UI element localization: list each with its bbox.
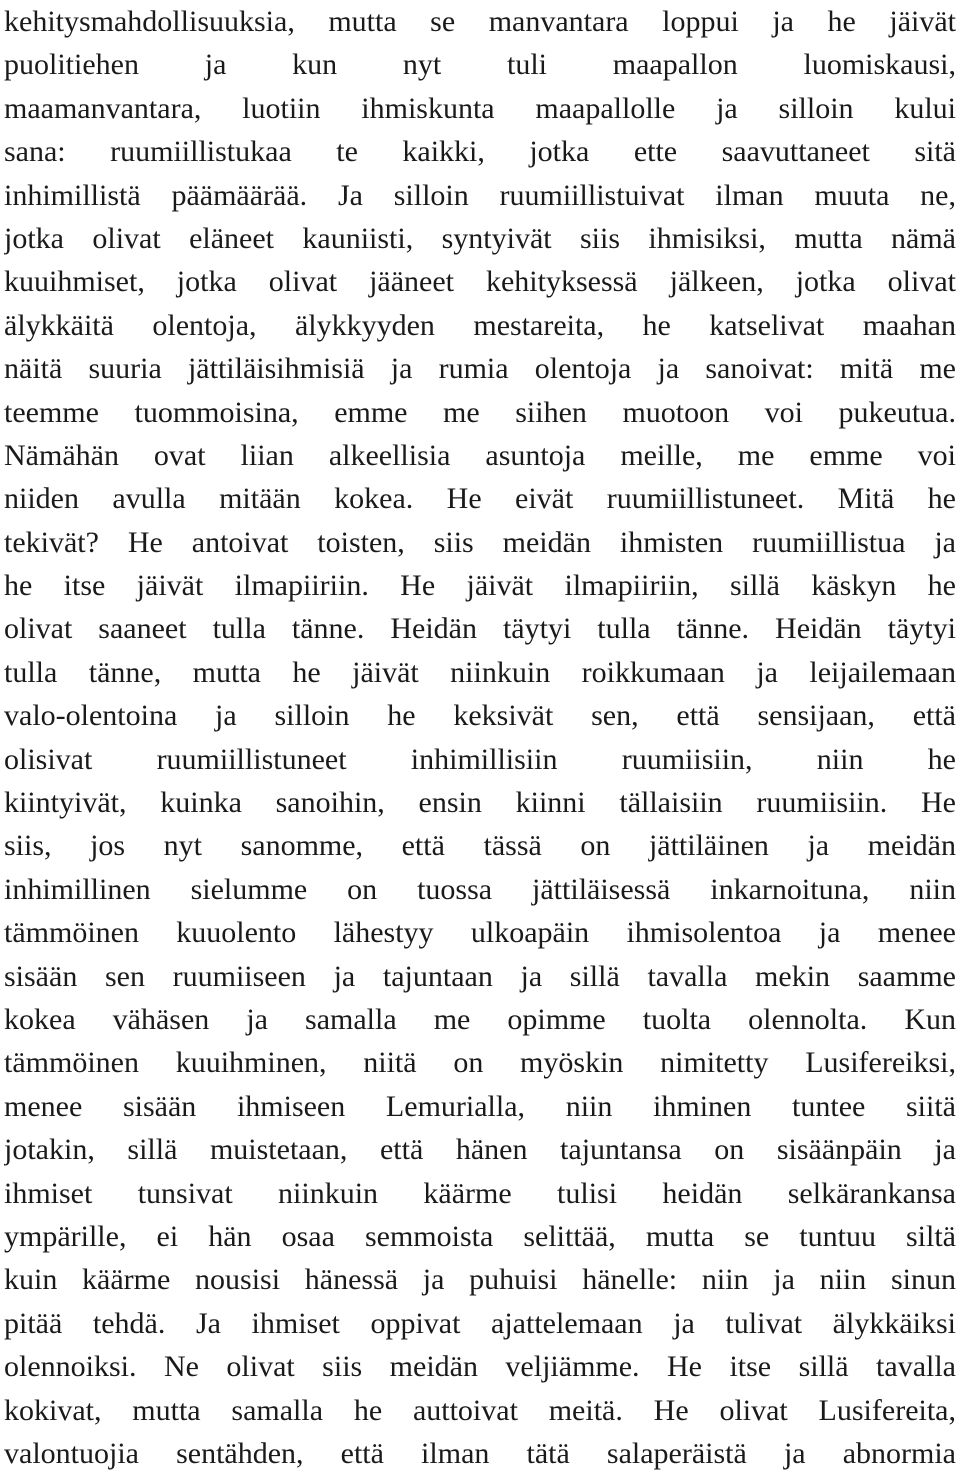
text-line: tämmöinen kuuihminen, niitä on myöskin nimitetty Lusifereiksi, <box>4 1046 956 1080</box>
text-line: sisään sen ruumiiseen ja tajuntaan ja sillä tavalla mekin saamme <box>4 959 956 993</box>
text-line: olivat saaneet tulla tänne. Heidän täytyi tulla tänne. Heidän täytyi <box>4 612 956 646</box>
document-page <box>4 0 956 1475</box>
text-line: tulla tänne, mutta he jäivät niinkuin roikkumaan ja leijailemaan <box>4 655 956 689</box>
text-line: inhimillistä päämäärää. Ja silloin ruumiillistuivat ilman muuta ne, <box>4 178 956 212</box>
text-line: kiintyivät, kuinka sanoihin, ensin kiinni tällaisiin ruumiisiin. He <box>4 786 956 820</box>
text-line: olisivat ruumiillistuneet inhimillisiin ruumiisiin, niin he <box>4 742 956 776</box>
text-line: näitä suuria jättiläisihmisiä ja rumia olentoja ja sanoivat: mitä me <box>4 352 956 386</box>
text-line: valontuojia sentähden, että ilman tätä salaperäistä ja abnormia <box>4 1436 956 1470</box>
text-line: älykkäitä olentoja, älykkyyden mestareita, he katselivat maahan <box>4 308 956 342</box>
text-line: jotka olivat eläneet kauniisti, syntyivät siis ihmisiksi, mutta nämä <box>4 221 956 255</box>
text-line: sana: ruumiillistukaa te kaikki, jotka ette saavuttaneet sitä <box>4 135 956 169</box>
text-line: maamanvantara, luotiin ihmiskunta maapallolle ja silloin kului <box>4 91 956 125</box>
text-line: menee sisään ihmiseen Lemurialla, niin ihminen tuntee siitä <box>4 1089 956 1123</box>
text-line: pitää tehdä. Ja ihmiset oppivat ajattelemaan ja tulivat älykkäiksi <box>4 1306 956 1340</box>
text-line: niiden avulla mitään kokea. He eivät ruumiillistuneet. Mitä he <box>4 482 956 516</box>
text-line: kokivat, mutta samalla he auttoivat meitä. He olivat Lusifereita, <box>4 1393 956 1427</box>
text-line: puolitiehen ja kun nyt tuli maapallon luomiskausi, <box>4 48 956 82</box>
text-line: he itse jäivät ilmapiiriin. He jäivät ilmapiiriin, sillä käskyn he <box>4 569 956 603</box>
text-line: olennoiksi. Ne olivat siis meidän veljiämme. He itse sillä tavalla <box>4 1350 956 1384</box>
text-line: valo-olentoina ja silloin he keksivät sen, että sensijaan, että <box>4 699 956 733</box>
text-line: inhimillinen sielumme on tuossa jättiläisessä inkarnoituna, niin <box>4 872 956 906</box>
text-line: kuuihmiset, jotka olivat jääneet kehityksessä jälkeen, jotka olivat <box>4 265 956 299</box>
text-line: ihmiset tunsivat niinkuin käärme tulisi heidän selkärankansa <box>4 1176 956 1210</box>
text-line: jotakin, sillä muistetaan, että hänen tajuntansa on sisäänpäin ja <box>4 1133 956 1167</box>
text-line: kehitysmahdollisuuksia, mutta se manvantara loppui ja he jäivät <box>4 5 956 38</box>
body-paragraph <box>4 0 956 1475</box>
text-line: tämmöinen kuuolento lähestyy ulkoapäin ihmisolentoa ja menee <box>4 916 956 950</box>
text-line: Nämähän ovat liian alkeellisia asuntoja meille, me emme voi <box>4 438 956 472</box>
text-line: kokea vähäsen ja samalla me opimme tuolta olennolta. Kun <box>4 1002 956 1036</box>
text-line: ympärille, ei hän osaa semmoista selittää, mutta se tuntuu siltä <box>4 1219 956 1253</box>
text-line: kuin käärme nousisi hänessä ja puhuisi hänelle: niin ja niin sinun <box>4 1263 956 1297</box>
text-line: tekivät? He antoivat toisten, siis meidän ihmisten ruumiillistua ja <box>4 525 956 559</box>
text-line: siis, jos nyt sanomme, että tässä on jättiläinen ja meidän <box>4 829 956 863</box>
text-line: teemme tuommoisina, emme me siihen muotoon voi pukeutua. <box>4 395 956 429</box>
